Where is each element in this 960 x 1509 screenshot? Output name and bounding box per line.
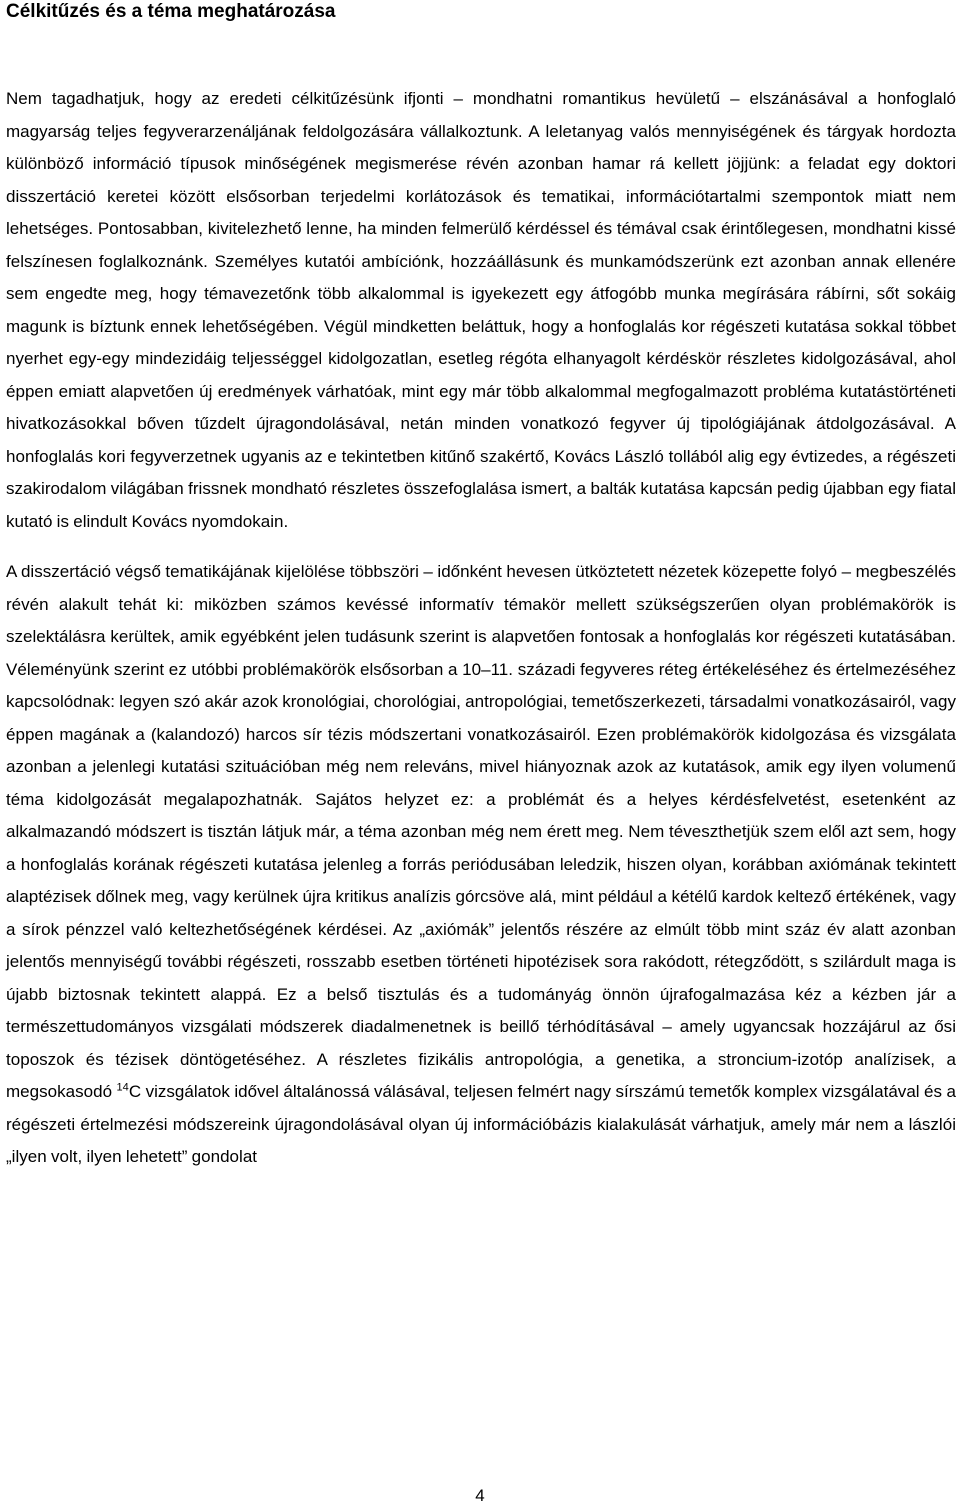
paragraph-text: A disszertáció végső tematikájának kijelölése többszöri – időnként hevesen ütköztetett nézetek közepette folyó – megbeszélés révén alakult tehát ki: miközben számos kevéssé informatív témakör mellett szükségszerűen olyan problémakörök is szelektálásra kerültek, amik egyébként jelen tudásunk szerint is alapvetően fontosak a honfoglalás kor régészeti kutatásában. Véleményünk szerint ez utóbbi problémakörök elsősorban a 10–11. századi fegyveres réteg értékeléséhez és értelmezéséhez kapcsolódnak: legyen szó akár azok kronológiai, chorológiai, antropológiai, temetőszerkezeti, társadalmi vonatkozásairól, vagy éppen magának a (kalandozó) harcos sír tézis módszertani vonatkozásairól. Ezen problémakörök kidolgozása és vizsgálata azonban a jelenlegi kutatási szituációban még nem releváns, mivel hiányoznak azok az kutatások, amik egy ilyen volumenű téma kidolgozását megalapozhatnák. Sajátos helyzet ez: a problémát és a helyes kérdésfelvetést, esetenként az alkalmazandó módszert is tisztán látjuk már, a téma azonban még nem érett meg. Nem téveszthetjük szem elől azt sem, hogy a honfoglalás korának régészeti kutatása jelenleg a forrás periódusában leledzik, hiszen olyan, korábban axiómának tekintett alaptézisek dőlnek meg, vagy kerülnek újra kritikus analízis górcsöve alá, mint például a kétélű kardok keltező értékének, vagy a sírok pénzzel való keltezhetőségének kérdései. Az „axiómák” jelentős részére az elmúlt több mint száz év alatt azonban jelentős mennyiségű további régészeti, rosszabb esetben történeti hipotézisek sora rakódott, rétegződött, s szilárdult maga is újabb biztosnak tekintett alappá. Ez a belső tisztulás és a tudományág önnön újrafogalmazása kéz a kézben jár a természettudományos vizsgálati módszerek diadalmenetnek is beillő térhódításával – amely ugyancsak hozzájárul az ősi toposzok és tézisek döntögetéséhez. A részletes fizikális antropológia, a genetika, a stroncium-izotóp analízisek, a megsokasodó	[6, 562, 956, 1101]
page-number: 4	[475, 1486, 485, 1505]
paragraph	[6, 556, 956, 1174]
paragraph-text: Nem tagadhatjuk, hogy az eredeti célkitűzésünk ifjonti – mondhatni romantikus hevületű – elszánásával a honfoglaló magyarság teljes fegyverarzenáljának feldolgozására vállalkoztunk. A leletanyag valós mennyiségének és tárgyak hordozta különböző információ típusok minőségének megismerése révén azonban hamar rá kellett jöjjünk: a feladat egy doktori disszertáció keretei között elsősorban terjedelmi korlátozások és tematikai, információtartalmi szempontok miatt nem lehetséges. Pontosabban, kivitelezhető lenne, ha minden felmerülő kérdéssel és témával csak érintőlegesen, mondhatni kissé felszínesen foglalkoznánk. Személyes kutatói ambíciónk, hozzáállásunk és munkamódszerünk ezt azonban annak ellenére sem engedte meg, hogy témavezetőnk több alkalommal is igyekezett egy átfogóbb munka megírására rábírni, sőt sokáig magunk is bíztunk ennek lehetőségében. Végül mindketten beláttuk, hogy a honfoglalás kor régészeti kutatása sokkal többet nyerhet egy-egy mindezidáig teljességgel kidolgozatlan, esetleg régóta elhanyagolt kérdéskör részletes kidolgozásával, ahol éppen emiatt alapvetően új eredmények várhatóak, mint egy már több alkalommal megfogalmazott probléma kutatástörténeti hivatkozásokkal bőven tűzdelt újragondolásával, netán minden vonatkozó fegyver új tipológiájának átdolgozásával. A honfoglalás kori fegyverzetnek ugyanis az e tekintetben kitűnő szakértő, Kovács László tollából alig egy évtizedes, a régészeti szakirodalom világában frissnek mondható részletes összefoglalása ismert, a balták kutatása kapcsán pedig újabban egy fiatal kutató is elindult Kovács nyomdokain.	[6, 89, 956, 531]
paragraph	[6, 83, 956, 538]
superscript-mass-number: 14	[116, 1081, 129, 1094]
body-text	[6, 83, 956, 1174]
section-heading: Célkitűzés és a téma meghatározása	[6, 1, 336, 22]
paragraph-text: C vizsgálatok idővel általánossá válásával, teljesen felmért nagy sírszámú temetők komplex vizsgálatával és a régészeti értelmezési módszereink újragondolásával olyan új információbázis kialakulását várhatjuk, amely már nem a lászlói „ilyen volt, ilyen lehetett” gondolat	[6, 1082, 956, 1166]
